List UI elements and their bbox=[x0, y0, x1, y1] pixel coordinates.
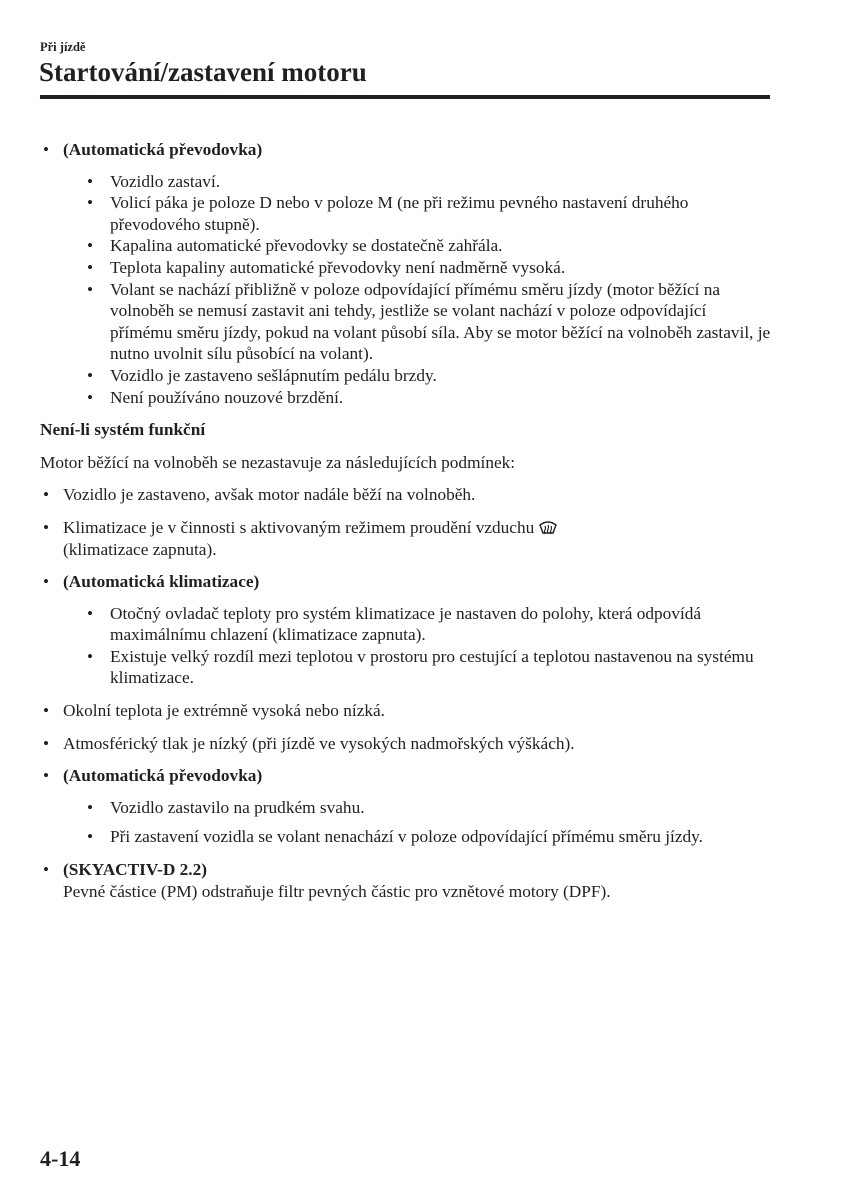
page-title: Startování/zastavení motoru bbox=[39, 57, 367, 87]
sub-item: • Volant se nachází přibližně v poloze odpovídající přímému směru jízdy (motor běžící na volnoběh se nemusí zastavit ani tehdy, jestliže se volant nachází v poloze odpovídající přímému směru jízdy, pokud na volant působí síla. Aby se motor běžící na volnoběh zastavil, je nutno uvolnit sílu působící na volant). bbox=[63, 279, 772, 365]
list-item bbox=[40, 765, 772, 848]
subheading: Není-li systém funkční bbox=[40, 420, 206, 440]
bullet-heading: (Automatická převodovka) bbox=[63, 766, 263, 786]
bullet-heading: (Automatická převodovka) bbox=[63, 140, 263, 159]
bullet-heading: (SKYACTIV-D 2.2) bbox=[63, 860, 208, 880]
front-defroster-icon bbox=[538, 519, 558, 535]
list-item bbox=[40, 139, 772, 408]
sub-item: • Vozidlo zastaví. bbox=[63, 171, 772, 193]
item-text: (klimatizace zapnuta). bbox=[63, 539, 217, 559]
item-text: Klimatizace je v činnosti s aktivovaným režimem proudění vzduchu bbox=[63, 517, 535, 537]
intro-text: Motor běžící na volnoběh se nezastavuje za následujících podmínek: bbox=[40, 452, 516, 472]
bullet-heading: (Automatická klimatizace) bbox=[63, 572, 260, 592]
sub-item: • Otočný ovladač teploty pro systém klimatizace je nastaven do polohy, která odpovídá maximálnímu chlazení (klimatizace zapnuta). bbox=[63, 603, 772, 646]
list-item: • Okolní teplota je extrémně vysoká nebo nízká. bbox=[40, 700, 772, 722]
sub-item: • Při zastavení vozidla se volant nenachází v poloze odpovídající přímému směru jízdy. bbox=[63, 826, 772, 848]
title-rule bbox=[40, 95, 770, 99]
sub-item: • Kapalina automatické převodovky se dostatečně zahřála. bbox=[63, 235, 772, 257]
sub-item: • Není používáno nouzové brzdění. bbox=[63, 387, 772, 409]
sub-item: • Existuje velký rozdíl mezi teplotou v prostoru pro cestující a teplotou nastavenou na systému klimatizace. bbox=[63, 646, 772, 689]
list-item bbox=[40, 859, 772, 902]
page-number: 4-14 bbox=[40, 1146, 81, 1171]
content bbox=[40, 139, 772, 913]
section-label: Při jízdě bbox=[40, 40, 86, 54]
list-item: • Vozidlo je zastaveno, avšak motor nadále běží na volnoběh. bbox=[40, 484, 772, 506]
list-item bbox=[40, 517, 772, 560]
sub-item: • Volicí páka je poloze D nebo v poloze M (ne při režimu pevného nastavení druhého převodového stupně). bbox=[63, 192, 772, 235]
sub-item: • Teplota kapaliny automatické převodovky není nadměrně vysoká. bbox=[63, 257, 772, 279]
list-item: • Atmosférický tlak je nízký (při jízdě ve vysokých nadmořských výškách). bbox=[40, 733, 772, 755]
sub-item: • Vozidlo je zastaveno sešlápnutím pedálu brzdy. bbox=[63, 365, 772, 387]
sub-list bbox=[63, 797, 772, 848]
sub-list bbox=[63, 171, 772, 409]
list-item bbox=[40, 571, 772, 689]
sub-list bbox=[63, 603, 772, 689]
sub-item: • Vozidlo zastavilo na prudkém svahu. bbox=[63, 797, 772, 819]
item-text: Pevné částice (PM) odstraňuje filtr pevných částic pro vznětové motory (DPF). bbox=[63, 881, 611, 901]
